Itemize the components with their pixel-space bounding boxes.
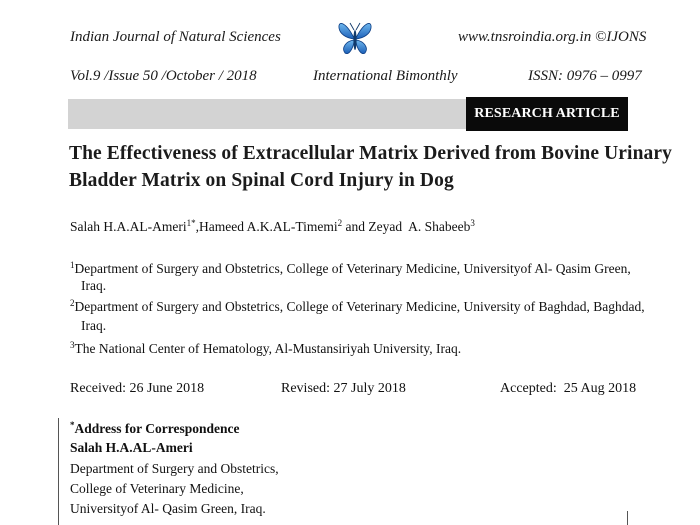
article-title-line-2: Bladder Matrix on Spinal Cord Injury in Dog [69, 170, 454, 191]
page-edge-line [627, 511, 628, 525]
author-separator: , [195, 219, 199, 234]
correspondence-name: Salah H.A.AL-Ameri [70, 440, 193, 455]
correspondence-heading [70, 420, 240, 437]
correspondence-address-line: College of Veterinary Medicine, [70, 481, 244, 496]
author-affiliation-marker: 2 [337, 218, 343, 228]
journal-website: www.tnsroindia.org.in ©IJONS [458, 29, 647, 45]
issn: ISSN: 0976 – 0997 [528, 68, 642, 84]
affiliation-marker: 2 [70, 298, 75, 308]
revised-date: Revised: 27 July 2018 [281, 381, 406, 396]
correspondence-heading-text: Address for Correspondence [74, 421, 240, 436]
header-gray-bar [68, 99, 466, 129]
affiliation-1 [70, 260, 631, 277]
correspondence-address-line: Department of Surgery and Obstetrics, [70, 461, 279, 476]
author-affiliation-marker: 3 [470, 218, 475, 228]
affiliation-3 [70, 340, 461, 357]
correspondence-divider [58, 418, 59, 525]
affiliation-text: Department of Surgery and Obstetrics, College of Veterinary Medicine, Universityof Al- Qasim Green, [74, 261, 631, 276]
affiliation-2-continuation: Iraq. [81, 318, 107, 333]
affiliation-2 [70, 298, 645, 315]
journal-name: Indian Journal of Natural Sciences [70, 29, 281, 45]
accepted-date: Accepted: 25 Aug 2018 [500, 381, 637, 396]
author-list [70, 218, 475, 235]
author-name: Salah H.A.AL-Ameri [70, 219, 187, 234]
volume-issue: Vol.9 /Issue 50 /October / 2018 [70, 68, 257, 84]
received-date: Received: 26 June 2018 [70, 381, 205, 396]
author-name: Zeyad A. Shabeeb [368, 219, 471, 234]
affiliation-marker: 1 [70, 260, 75, 270]
author-separator: and [342, 219, 369, 234]
publication-frequency: International Bimonthly [313, 68, 458, 84]
author-affiliation-marker: 1* [186, 218, 196, 228]
affiliation-text: Department of Surgery and Obstetrics, College of Veterinary Medicine, University of Baghdad, Baghdad, [74, 299, 645, 314]
author-name: Hameed A.K.AL-Timemi [198, 219, 338, 234]
affiliation-marker: 3 [70, 340, 75, 350]
article-title-line-1: The Effectiveness of Extracellular Matrix Derived from Bovine Urinary [69, 143, 672, 164]
article-type-badge: RESEARCH ARTICLE [466, 97, 628, 131]
butterfly-logo-icon [336, 18, 374, 58]
affiliation-text: The National Center of Hematology, Al-Mustansiriyah University, Iraq. [74, 341, 462, 356]
affiliation-1-continuation: Iraq. [81, 278, 107, 293]
correspondence-address-line: Universityof Al- Qasim Green, Iraq. [70, 501, 266, 516]
correspondence-marker: * [70, 420, 75, 430]
